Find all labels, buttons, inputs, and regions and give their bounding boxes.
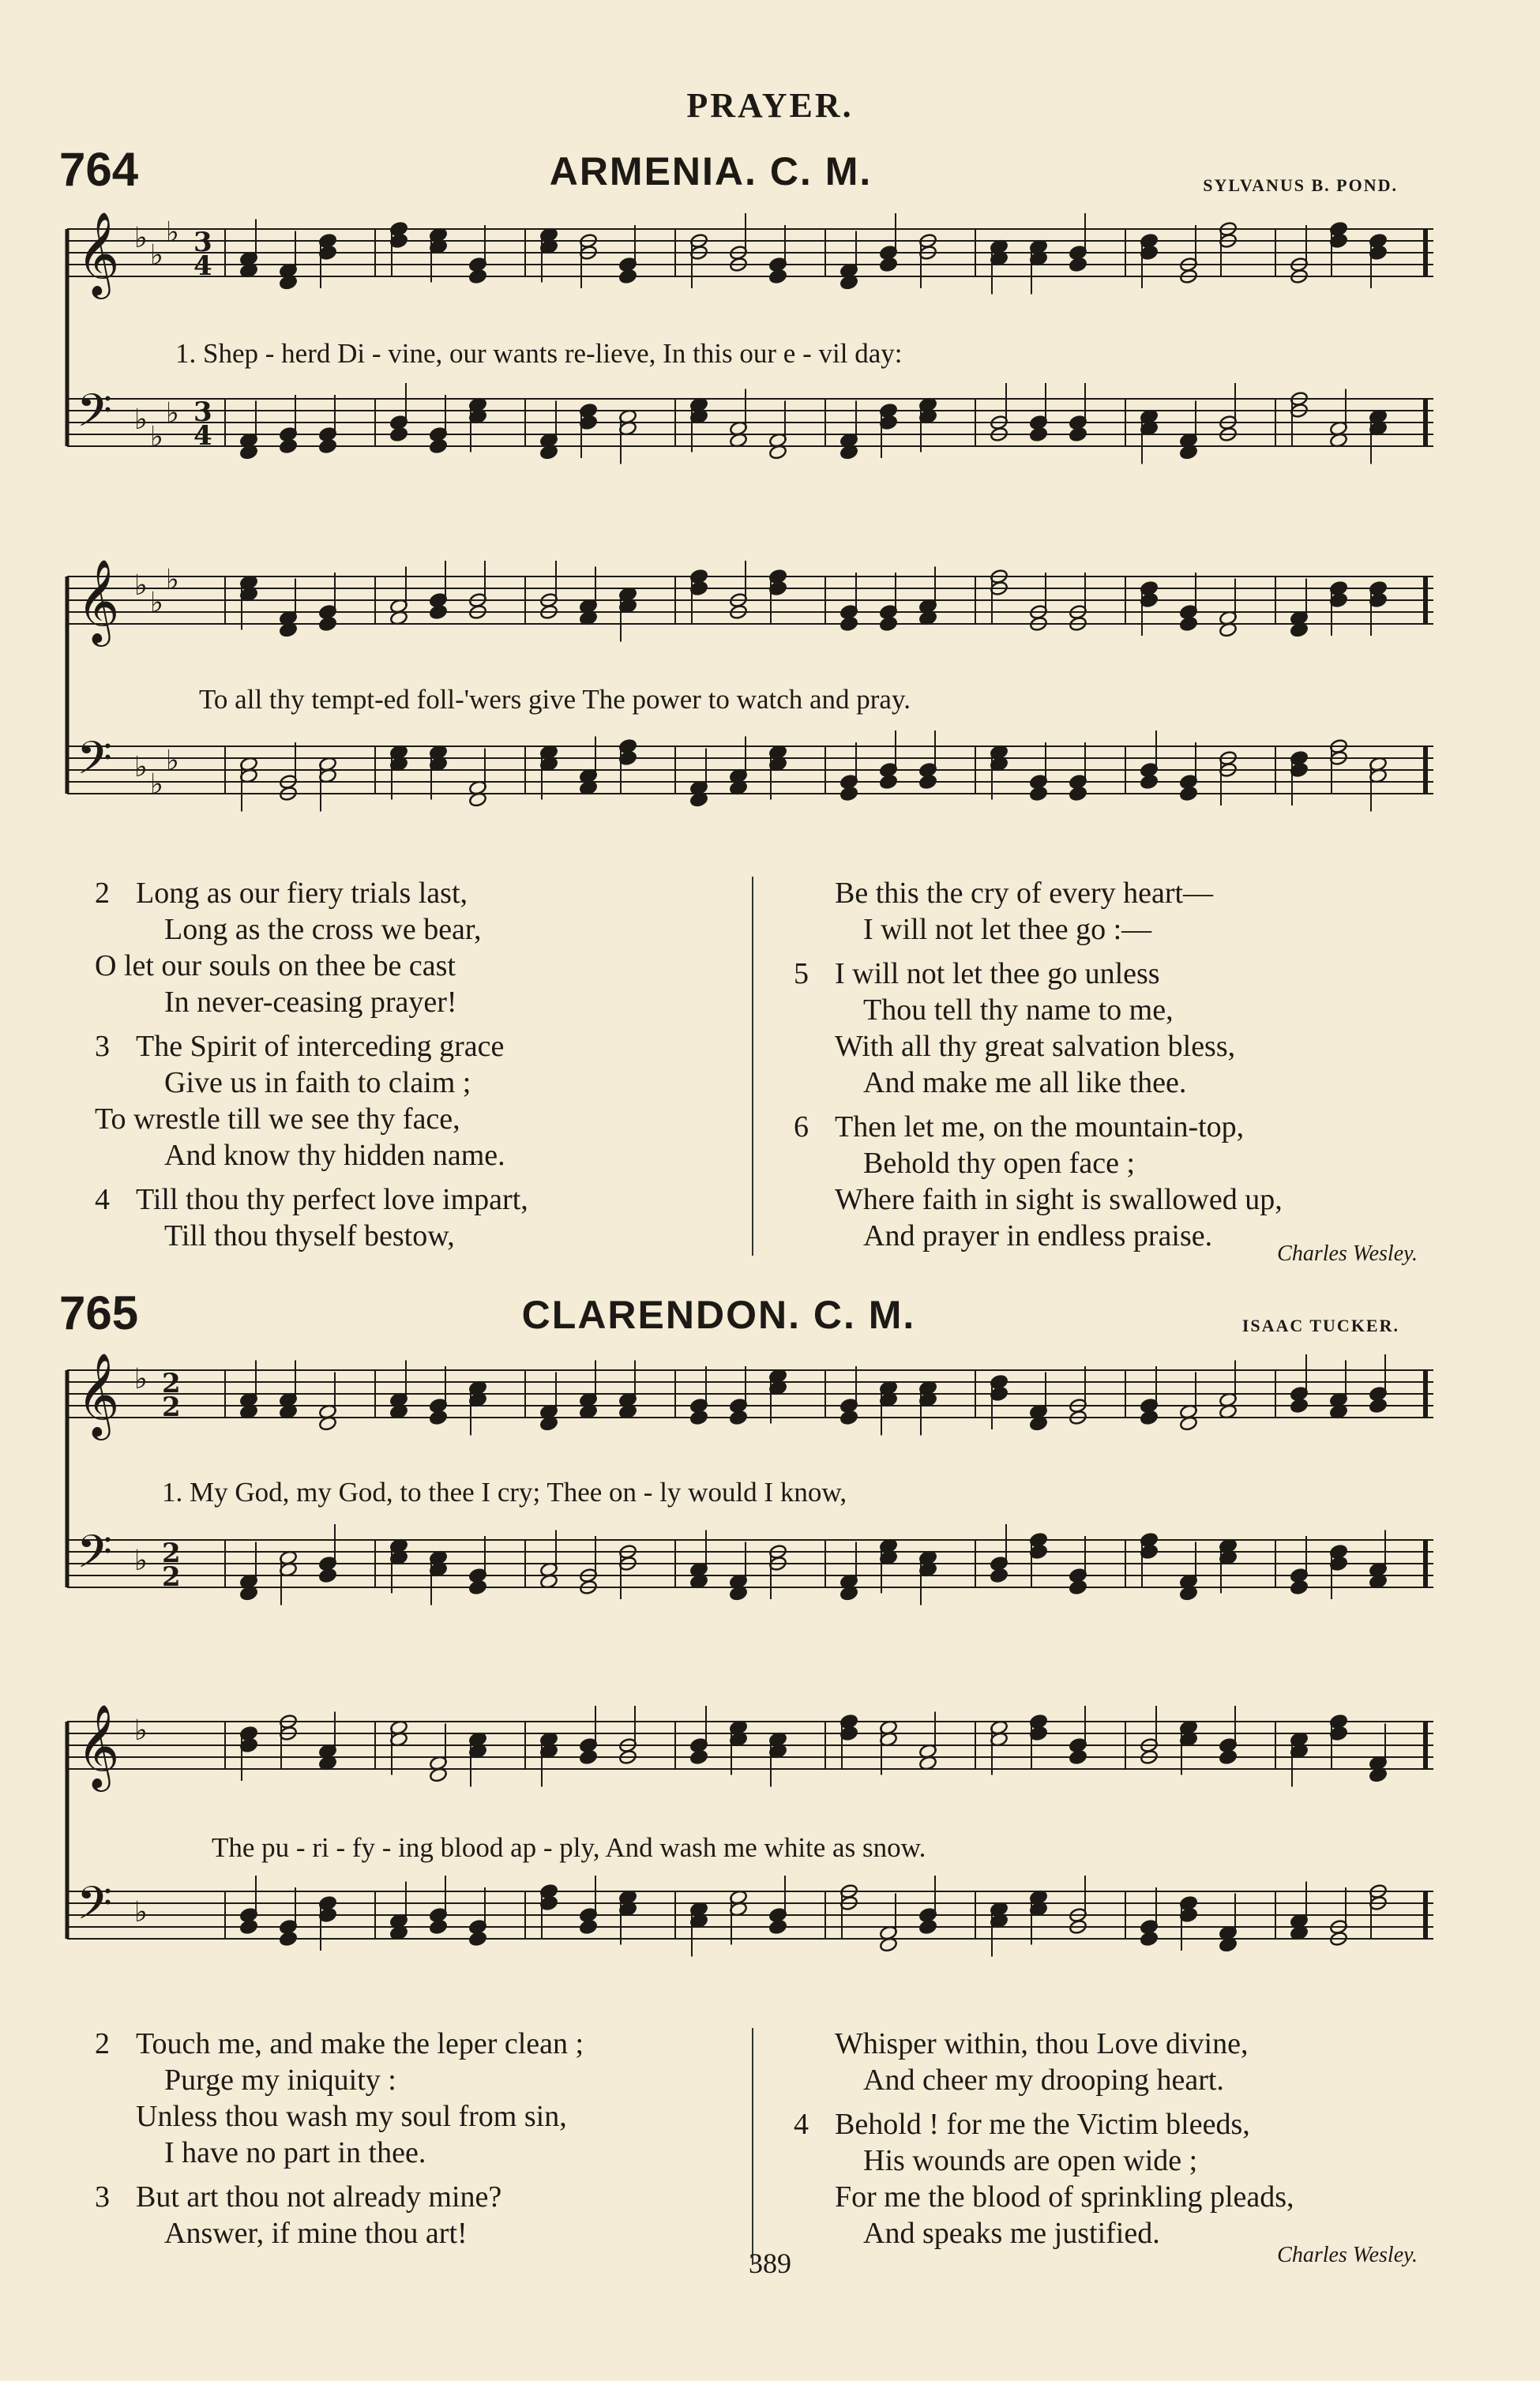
author-765: Charles Wesley. [1277,2243,1418,2267]
lyric-765-line-2: The pu - ri - fy - ing blood ap - ply, And wash me white as snow. [212,1832,926,1863]
svg-text:♭: ♭ [134,1363,148,1395]
svg-text:2: 2 [162,1391,181,1423]
svg-text:♭: ♭ [150,421,163,453]
verse-divider-764 [752,877,753,1256]
svg-text:𝄢: 𝄢 [77,384,113,449]
svg-text:4: 4 [193,420,212,452]
section-title: PRAYER. [686,86,854,125]
hymn-number-765: 765 [59,1286,139,1339]
svg-text:♭: ♭ [134,751,148,783]
svg-text:♭: ♭ [150,587,163,619]
svg-text:♭: ♭ [134,222,148,254]
svg-text:3: 3 [193,227,212,258]
svg-text:𝄢: 𝄢 [77,731,113,796]
verses-764-left: 2 Long as our fiery trials last, Long as the cross we bear, O let our souls on thee be cast In never-ceasing prayer! 3 The Spirit of interceding grace Give us in faith to claim ; To wrestle till we see thy face, And know thy hidden name. 4 Till thou thy perfect love impart, Till thou thyself bestow, [95,877,528,1252]
verse-divider-765 [752,2028,753,2265]
svg-text:4: 4 [193,250,212,282]
svg-text:𝄞: 𝄞 [77,558,120,643]
author-764: Charles Wesley. [1277,1241,1418,1266]
svg-text:2: 2 [162,1538,181,1569]
svg-text:𝄢: 𝄢 [77,1525,113,1590]
composer-pond: SYLVANUS B. POND. [1203,175,1398,195]
svg-text:♭: ♭ [166,216,179,249]
verses-765-left: 2 Touch me, and make the leper clean ; Purge my iniquity : Unless thou wash my soul from sin, I have no part in thee. 3 But art thou not already mine? Answer, if mine thou art! [95,2027,584,2250]
lyric-765-line-1: 1. My God, my God, to thee I cry; Thee on - ly would I know, [162,1477,847,1508]
tune-name-armenia: ARMENIA. C. M. [549,149,873,193]
verses-764-right: Be this the cry of every heart— I will not let thee go :— 5 I will not let thee go unless Thou tell thy name to me, With all thy great salvation bless, And make me all like thee. 6 Then let me, on the mountain-top, Behold thy open face ; Where faith in sight is swallowed up, And prayer in endless praise. [794,877,1283,1252]
svg-text:♭: ♭ [134,404,148,436]
verses-765-right: Whisper within, thou Love divine, And cheer my drooping heart. 4 Behold ! for me the Victim bleeds, His wounds are open wide ; For me the blood of sprinkling pleads, And speaks me justified. [794,2027,1294,2250]
svg-text:♭: ♭ [150,768,163,801]
hymn-number-764: 764 [59,143,139,196]
svg-text:♭: ♭ [166,745,179,777]
tune-name-clarendon: CLARENDON. C. M. [521,1293,916,1337]
svg-text:2: 2 [162,1561,181,1593]
svg-text:𝄞: 𝄞 [77,1352,120,1436]
composer-tucker: ISAAC TUCKER. [1241,1316,1399,1335]
lyric-764-line-2: To all thy tempt-ed foll-'wers give The power to watch and pray. [199,684,911,715]
svg-text:3: 3 [193,396,212,428]
svg-text:𝄢: 𝄢 [77,1876,113,1941]
svg-text:♭: ♭ [166,564,179,596]
svg-text:♭: ♭ [134,1714,148,1747]
svg-text:♭: ♭ [134,569,148,602]
lyric-764-line-1: 1. Shep - herd Di - vine, our wants re-lieve, In this our e - vil day: [175,338,903,369]
svg-text:♭: ♭ [166,397,179,430]
svg-text:2: 2 [162,1368,181,1399]
svg-text:♭: ♭ [134,1896,148,1928]
svg-text:𝄞: 𝄞 [77,211,120,295]
page-number: 389 [749,2248,791,2279]
svg-text:𝄞: 𝄞 [77,1703,120,1788]
svg-text:♭: ♭ [150,239,163,272]
svg-text:♭: ♭ [134,1545,148,1577]
